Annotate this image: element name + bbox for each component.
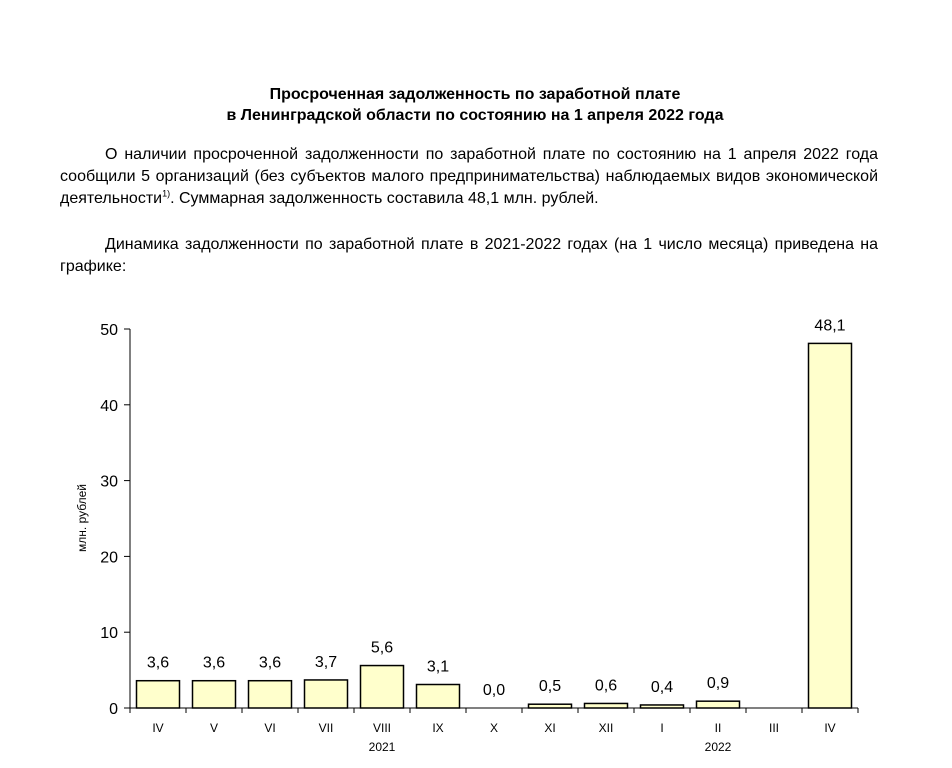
x-category-label: XI	[544, 721, 556, 735]
bar	[809, 343, 852, 708]
bar	[417, 685, 460, 708]
x-category-label: VII	[318, 721, 334, 735]
x-category-label: VIII	[372, 721, 392, 735]
dynamics-text: Динамика задолженности по заработной плате в 2021-2022 годах (на 1 число месяца) приведена на графике:	[60, 236, 878, 275]
year-label: 2021	[368, 740, 396, 754]
x-category-label: XII	[598, 721, 614, 735]
x-category-label: IV	[824, 721, 836, 735]
bar-value-label: 5,6	[370, 639, 394, 657]
y-tick-label: 50	[100, 322, 118, 339]
y-tick-label: 0	[109, 701, 118, 718]
bar-value-label: 48,1	[814, 317, 846, 335]
bar	[193, 681, 236, 708]
footnote-mark: 1)	[162, 188, 171, 199]
x-category-label: V	[209, 721, 219, 735]
bar-value-label: 3,6	[258, 654, 282, 672]
bar-value-label: 0,0	[482, 682, 506, 699]
bar-value-label: 0,4	[650, 678, 674, 696]
x-category-label: IX	[432, 721, 444, 735]
bar-value-label: 0,6	[594, 677, 618, 695]
bar	[361, 666, 404, 708]
y-tick-label: 40	[100, 397, 118, 415]
intro-text: О наличии просроченной задолженности по заработной плате по состоянию на 1 апреля 2022 года сообщили 5 организаций (без субъектов малого предпринимательства) наблюдаемых видов экономической деятельности	[60, 146, 878, 207]
bar-value-label: 0,9	[706, 675, 730, 693]
bar	[137, 681, 180, 708]
chart-title-line-2: в Ленинградской области по состоянию на 1 апреля 2022 года	[226, 107, 724, 124]
year-label: 2022	[704, 740, 732, 754]
bar	[305, 680, 348, 708]
y-tick-label: 20	[100, 549, 118, 567]
y-tick-label: 10	[100, 625, 118, 643]
bar-value-label: 3,1	[426, 658, 450, 676]
x-category-label: VI	[264, 721, 276, 735]
bar-value-label: 3,6	[146, 654, 170, 672]
x-category-label: III	[768, 721, 780, 735]
bar	[641, 705, 684, 708]
chart-title-line-1: Просроченная задолженность по заработной плате	[269, 86, 681, 103]
bar	[249, 681, 292, 708]
bar	[529, 704, 572, 708]
x-category-label: X	[489, 721, 499, 735]
y-axis-title: млн. рублей	[75, 484, 89, 552]
x-category-label: I	[660, 721, 664, 735]
bar-value-label: 3,6	[202, 654, 226, 672]
bar	[585, 703, 628, 708]
intro-text-after: . Суммарная задолженность составила 48,1 млн. рублей.	[170, 190, 599, 207]
x-category-label: II	[714, 721, 722, 735]
bar-value-label: 0,5	[538, 678, 562, 696]
bar-value-label: 3,7	[314, 653, 338, 671]
bar	[697, 701, 740, 708]
x-category-label: IV	[152, 721, 164, 735]
y-tick-label: 30	[100, 473, 118, 491]
